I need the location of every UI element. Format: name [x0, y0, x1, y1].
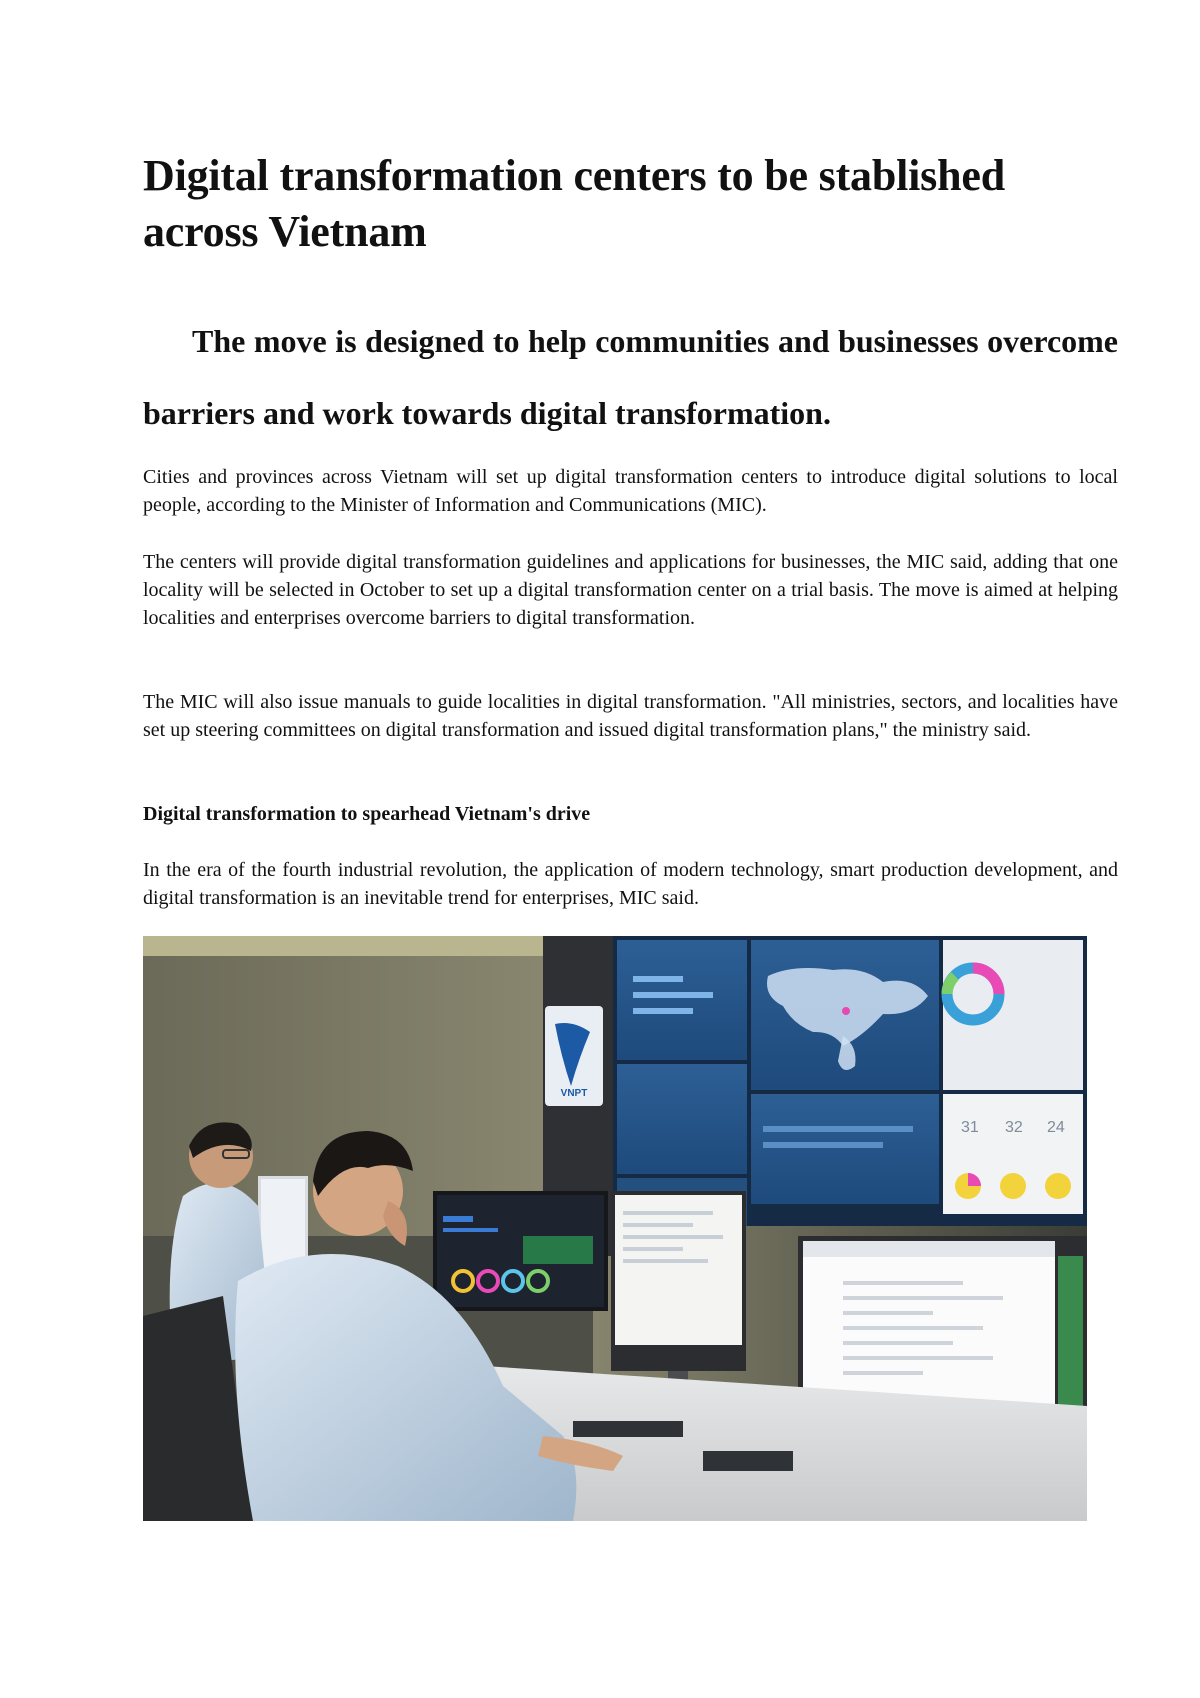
paragraph-1: Cities and provinces across Vietnam will set up digital transformation centers to introduce digital solutions to local people, according to the Minister of Information and Communications (MIC).	[143, 466, 1118, 516]
svg-text:24: 24	[1047, 1119, 1065, 1136]
svg-text:31: 31	[961, 1119, 979, 1136]
paragraph-3: The MIC will also issue manuals to guide localities in digital transformation. "All ministries, sectors, and localities have set up steering committees on digital transformation and issued digital transformation plans," the ministry said.	[143, 691, 1118, 741]
article-title: Digital transformation centers to be stablished across Vietnam	[143, 151, 1005, 256]
svg-text:VNPT: VNPT	[560, 1088, 588, 1099]
paragraph-2: The centers will provide digital transformation guidelines and applications for businesses, the MIC said, adding that one locality will be selected in October to set up a digital transformation center on a trial basis. The move is aimed at helping localities and enterprises overcome barriers to digital transformation.	[143, 551, 1118, 629]
section-paragraph: In the era of the fourth industrial revolution, the application of modern technology, smart production development, and digital transformation is an inevitable trend for enterprises, MIC said.	[143, 859, 1118, 909]
article-subtitle: The move is designed to help communities and businesses overcome barriers and work towards digital transformation.	[143, 323, 1118, 431]
video-wall	[613, 936, 1087, 1226]
svg-text:32: 32	[1005, 1119, 1023, 1136]
section-heading: Digital transformation to spearhead Vietnam's drive	[143, 803, 591, 825]
vnpt-logo	[545, 1006, 603, 1106]
control-room-photo	[143, 936, 1087, 1521]
monitor-dashboard	[433, 1191, 608, 1311]
monitor-code	[611, 1191, 746, 1371]
